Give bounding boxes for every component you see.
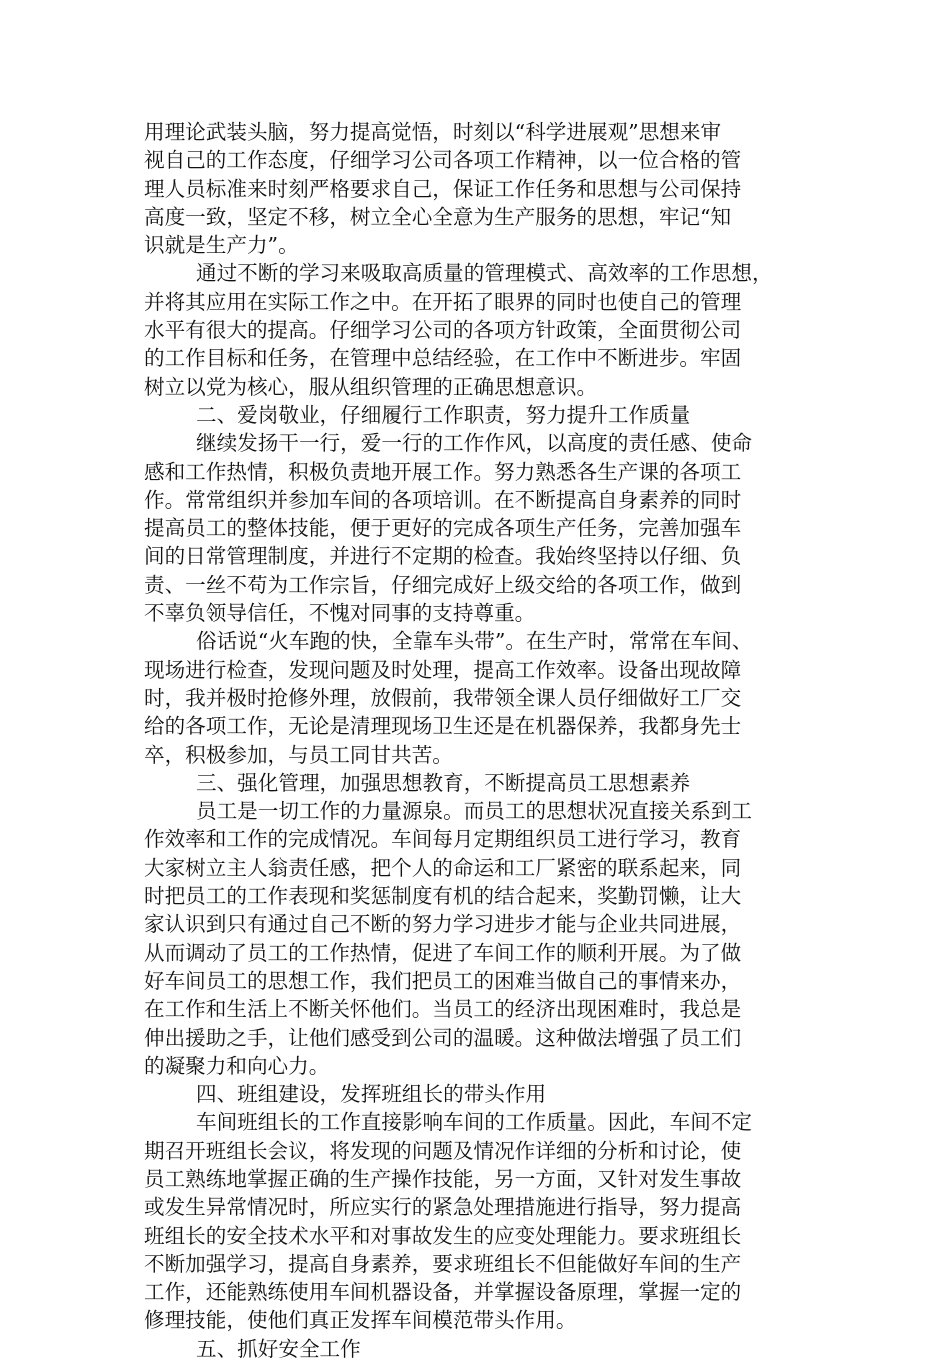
text-line: 时把员工的工作表现和奖惩制度有机的结合起来，奖勤罚懒，让大: [144, 884, 742, 909]
text-line: 工作，还能熟练使用车间机器设备，并掌握设备原理，掌握一定的: [144, 1280, 742, 1305]
text-line: 修理技能，使他们真正发挥车间模范带头作用。: [144, 1308, 577, 1333]
text-line: 感和工作热情，积极负责地开展工作。努力熟悉各生产课的各项工: [144, 459, 742, 484]
text-line: 作。常常组织并参加车间的各项培训。在不断提高自身素养的同时: [144, 487, 742, 512]
text-line: 从而调动了员工的工作热情，促进了车间工作的顺利开展。为了做: [144, 940, 742, 965]
text-line: 员工熟练地掌握正确的生产操作技能，另一方面，又针对发生事故: [144, 1166, 742, 1191]
text-line: 理人员标准来时刻严格要求自己，保证工作任务和思想与公司保持: [144, 176, 742, 201]
text-line: 五、抓好安全工作: [196, 1336, 361, 1361]
text-line: 或发生异常情况时，所应实行的紧急处理措施进行指导，努力提高: [144, 1195, 742, 1220]
text-line: 大家树立主人翁责任感，把个人的命运和工厂紧密的联系起来，同: [144, 855, 742, 880]
text-line: 视自己的工作态度，仔细学习公司各项工作精神，以一位合格的管: [144, 148, 742, 173]
text-line: 间的日常管理制度，并进行不定期的检查。我始终坚持以仔细、负: [144, 544, 742, 569]
text-line: 在工作和生活上不断关怀他们。当员工的经济出现困难时，我总是: [144, 997, 742, 1022]
text-line: 现场进行检查，发现问题及时处理，提高工作效率。设备出现故障: [144, 657, 742, 682]
text-line: 树立以党为核心，服从组织管理的正确思想意识。: [144, 374, 598, 399]
text-line: 通过不断的学习来吸取高质量的管理模式、高效率的工作思想，: [196, 261, 773, 286]
text-line: 识就是生产力”。: [144, 233, 299, 258]
text-line: 不断加强学习，提高自身素养，要求班组长不但能做好车间的生产: [144, 1251, 742, 1276]
text-line: 期召开班组长会议，将发现的问题及情况作详细的分析和讨论，使: [144, 1138, 742, 1163]
text-line: 伸出援助之手，让他们感受到公司的温暖。这种做法增强了员工们: [144, 1025, 742, 1050]
text-line: 并将其应用在实际工作之中。在开拓了眼界的同时也使自己的管理: [144, 289, 742, 314]
text-line: 四、班组建设，发挥班组长的带头作用: [196, 1082, 547, 1107]
document-body: [144, 118, 824, 1363]
text-line: 员工是一切工作的力量源泉。而员工的思想状况直接关系到工: [196, 799, 753, 824]
text-line: 俗话说“火车跑的快，全靠车头带”。在生产时，常常在车间、: [196, 629, 753, 654]
text-line: 卒，积极参加，与员工同甘共苦。: [144, 742, 453, 767]
text-line: 责、一丝不苟为工作宗旨，仔细完成好上级交给的各项工作，做到: [144, 572, 742, 597]
text-line: 的工作目标和任务，在管理中总结经验，在工作中不断进步。牢固: [144, 346, 742, 371]
text-line: 用理论武装头脑，努力提高觉悟，时刻以“科学进展观”思想来审: [144, 120, 722, 144]
text-line: 时，我并极时抢修外理，放假前，我带领全课人员仔细做好工厂交: [144, 685, 742, 710]
text-line: 提高员工的整体技能，便于更好的完成各项生产任务，完善加强车: [144, 516, 742, 541]
text-line: 继续发扬干一行，爱一行的工作作风，以高度的责任感、使命: [196, 431, 753, 456]
text-line: 作效率和工作的完成情况。车间每月定期组织员工进行学习，教育: [144, 827, 742, 852]
text-line: 家认识到只有通过自己不断的努力学习进步才能与企业共同进展，: [144, 912, 742, 937]
text-line: 车间班组长的工作直接影响车间的工作质量。因此，车间不定: [196, 1110, 753, 1135]
text-line: 三、强化管理，加强思想教育，不断提高员工思想素养: [196, 770, 691, 795]
text-line: 的凝聚力和向心力。: [144, 1053, 330, 1078]
text-line: 好车间员工的思想工作，我们把员工的困难当做自己的事情来办，: [144, 968, 742, 993]
text-line: 高度一致，坚定不移，树立全心全意为生产服务的思想，牢记“知: [144, 204, 732, 229]
text-line: 不辜负领导信任，不愧对同事的支持尊重。: [144, 601, 536, 626]
text-line: 给的各项工作，无论是清理现场卫生还是在机器保养，我都身先士: [144, 714, 742, 739]
text-line: 二、爱岗敬业，仔细履行工作职责，努力提升工作质量: [196, 402, 691, 427]
text-line: 水平有很大的提高。仔细学习公司的各项方针政策，全面贯彻公司: [144, 318, 742, 343]
text-line: 班组长的安全技术水平和对事故发生的应变处理能力。要求班组长: [144, 1223, 742, 1248]
